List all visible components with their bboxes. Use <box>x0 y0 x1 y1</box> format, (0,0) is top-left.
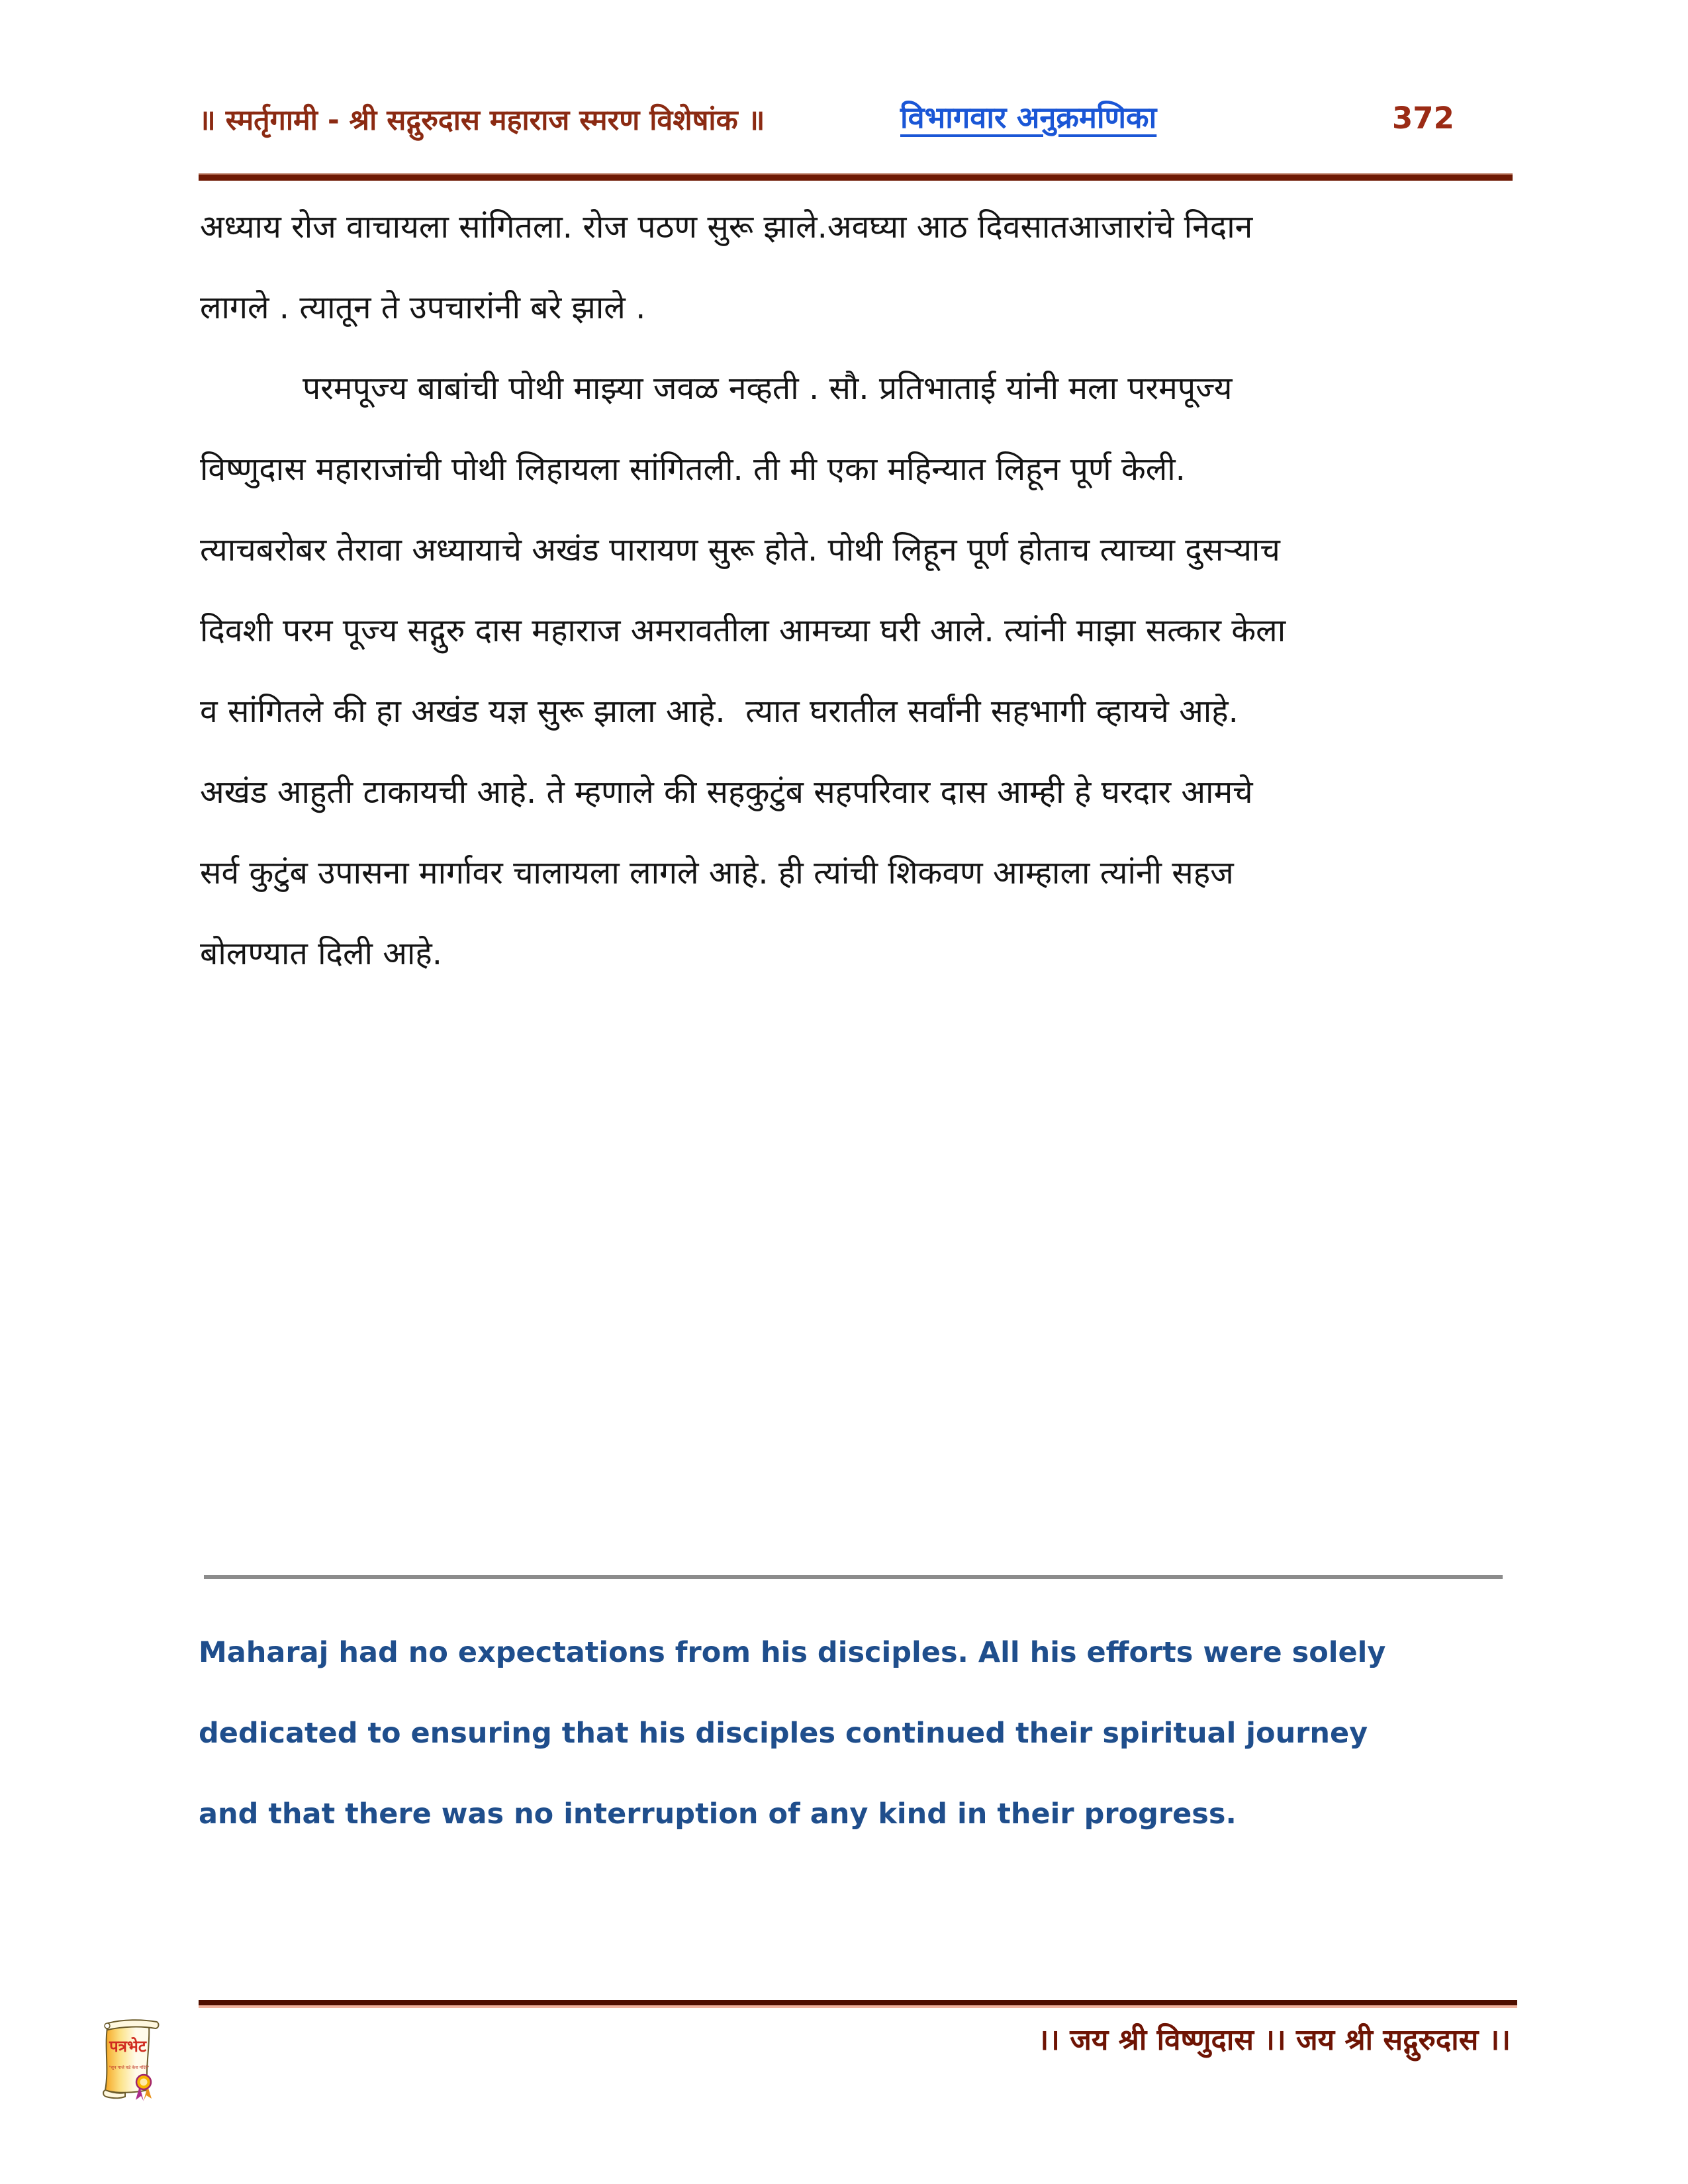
footer-rule-highlight <box>199 2005 1517 2008</box>
footer-rule <box>199 2000 1517 2005</box>
body-text <box>200 187 1514 994</box>
english-line: dedicated to ensuring that his disciples continued their spiritual journey <box>199 1717 1368 1750</box>
body-line: व सांगितले की हा अखंड यज्ञ सुरू झाला आहे. त्यात घरातील सर्वांनी सहभागी व्हायचे आहे. <box>200 693 1239 730</box>
english-line: and that there was no interruption of any kind in their progress. <box>199 1797 1237 1831</box>
patrabhet-logo <box>96 2012 165 2103</box>
body-line: बोलण्यात दिली आहे. <box>200 935 443 972</box>
body-line: अध्याय रोज वाचायला सांगितला. रोज पठण सुरू झाले.अवघ्या आठ दिवसातआजारांचे निदान <box>200 208 1253 246</box>
english-summary <box>199 1612 1385 1854</box>
body-line: दिवशी परम पूज्य सद्गुरु दास महाराज अमरावतीला आमच्या घरी आले. त्यांनी माझा सत्कार केला <box>200 612 1286 649</box>
logo-title: पत्रभेट <box>109 2037 146 2056</box>
body-line: त्याचबरोबर तेरावा अध्यायाचे अखंड पारायण सुरू होते. पोथी लिहून पूर्ण होताच त्याच्या दुसऱ्याच <box>200 531 1280 569</box>
body-line: विष्णुदास महाराजांची पोथी लिहायला सांगितली. ती मी एका महिन्यात लिहून पूर्ण केली. <box>200 451 1186 488</box>
header-rule <box>199 173 1513 181</box>
scroll-curl-icon <box>105 2023 110 2028</box>
toc-link[interactable]: विभागवार अनुक्रमणिका <box>900 100 1157 135</box>
body-line: सर्व कुटुंब उपासना मार्गावर चालायला लागले आहे. ही त्यांची शिकवण आम्हाला त्यांनी सहज <box>200 854 1234 891</box>
page-number: 372 <box>1392 101 1454 136</box>
page-header-title: ॥ स्मर्तृगामी - श्री सद्गुरुदास महाराज स्मरण विशेषांक ॥ <box>199 104 765 137</box>
logo-tagline: "सुन पाजे घडे केश मंदिरे" <box>109 2065 150 2070</box>
english-line: Maharaj had no expectations from his disciples. All his efforts were solely <box>199 1636 1386 1669</box>
footer-mantra: ।। जय श्री विष्णुदास ।। जय श्री सद्गुरुदास ।। <box>1037 2023 1511 2057</box>
body-line: परमपूज्य बाबांची पोथी माझ्या जवळ नव्हती . सौ. प्रतिभाताई यांनी मला परमपूज्य <box>303 370 1233 407</box>
body-line: लागले . त्यातून ते उपचारांनी बरे झाले . <box>200 289 646 326</box>
body-line: अखंड आहुती टाकायची आहे. ते म्हणाले की सहकुटुंब सहपरिवार दास आम्ही हे घरदार आमचे <box>200 774 1253 811</box>
section-divider <box>204 1575 1503 1579</box>
